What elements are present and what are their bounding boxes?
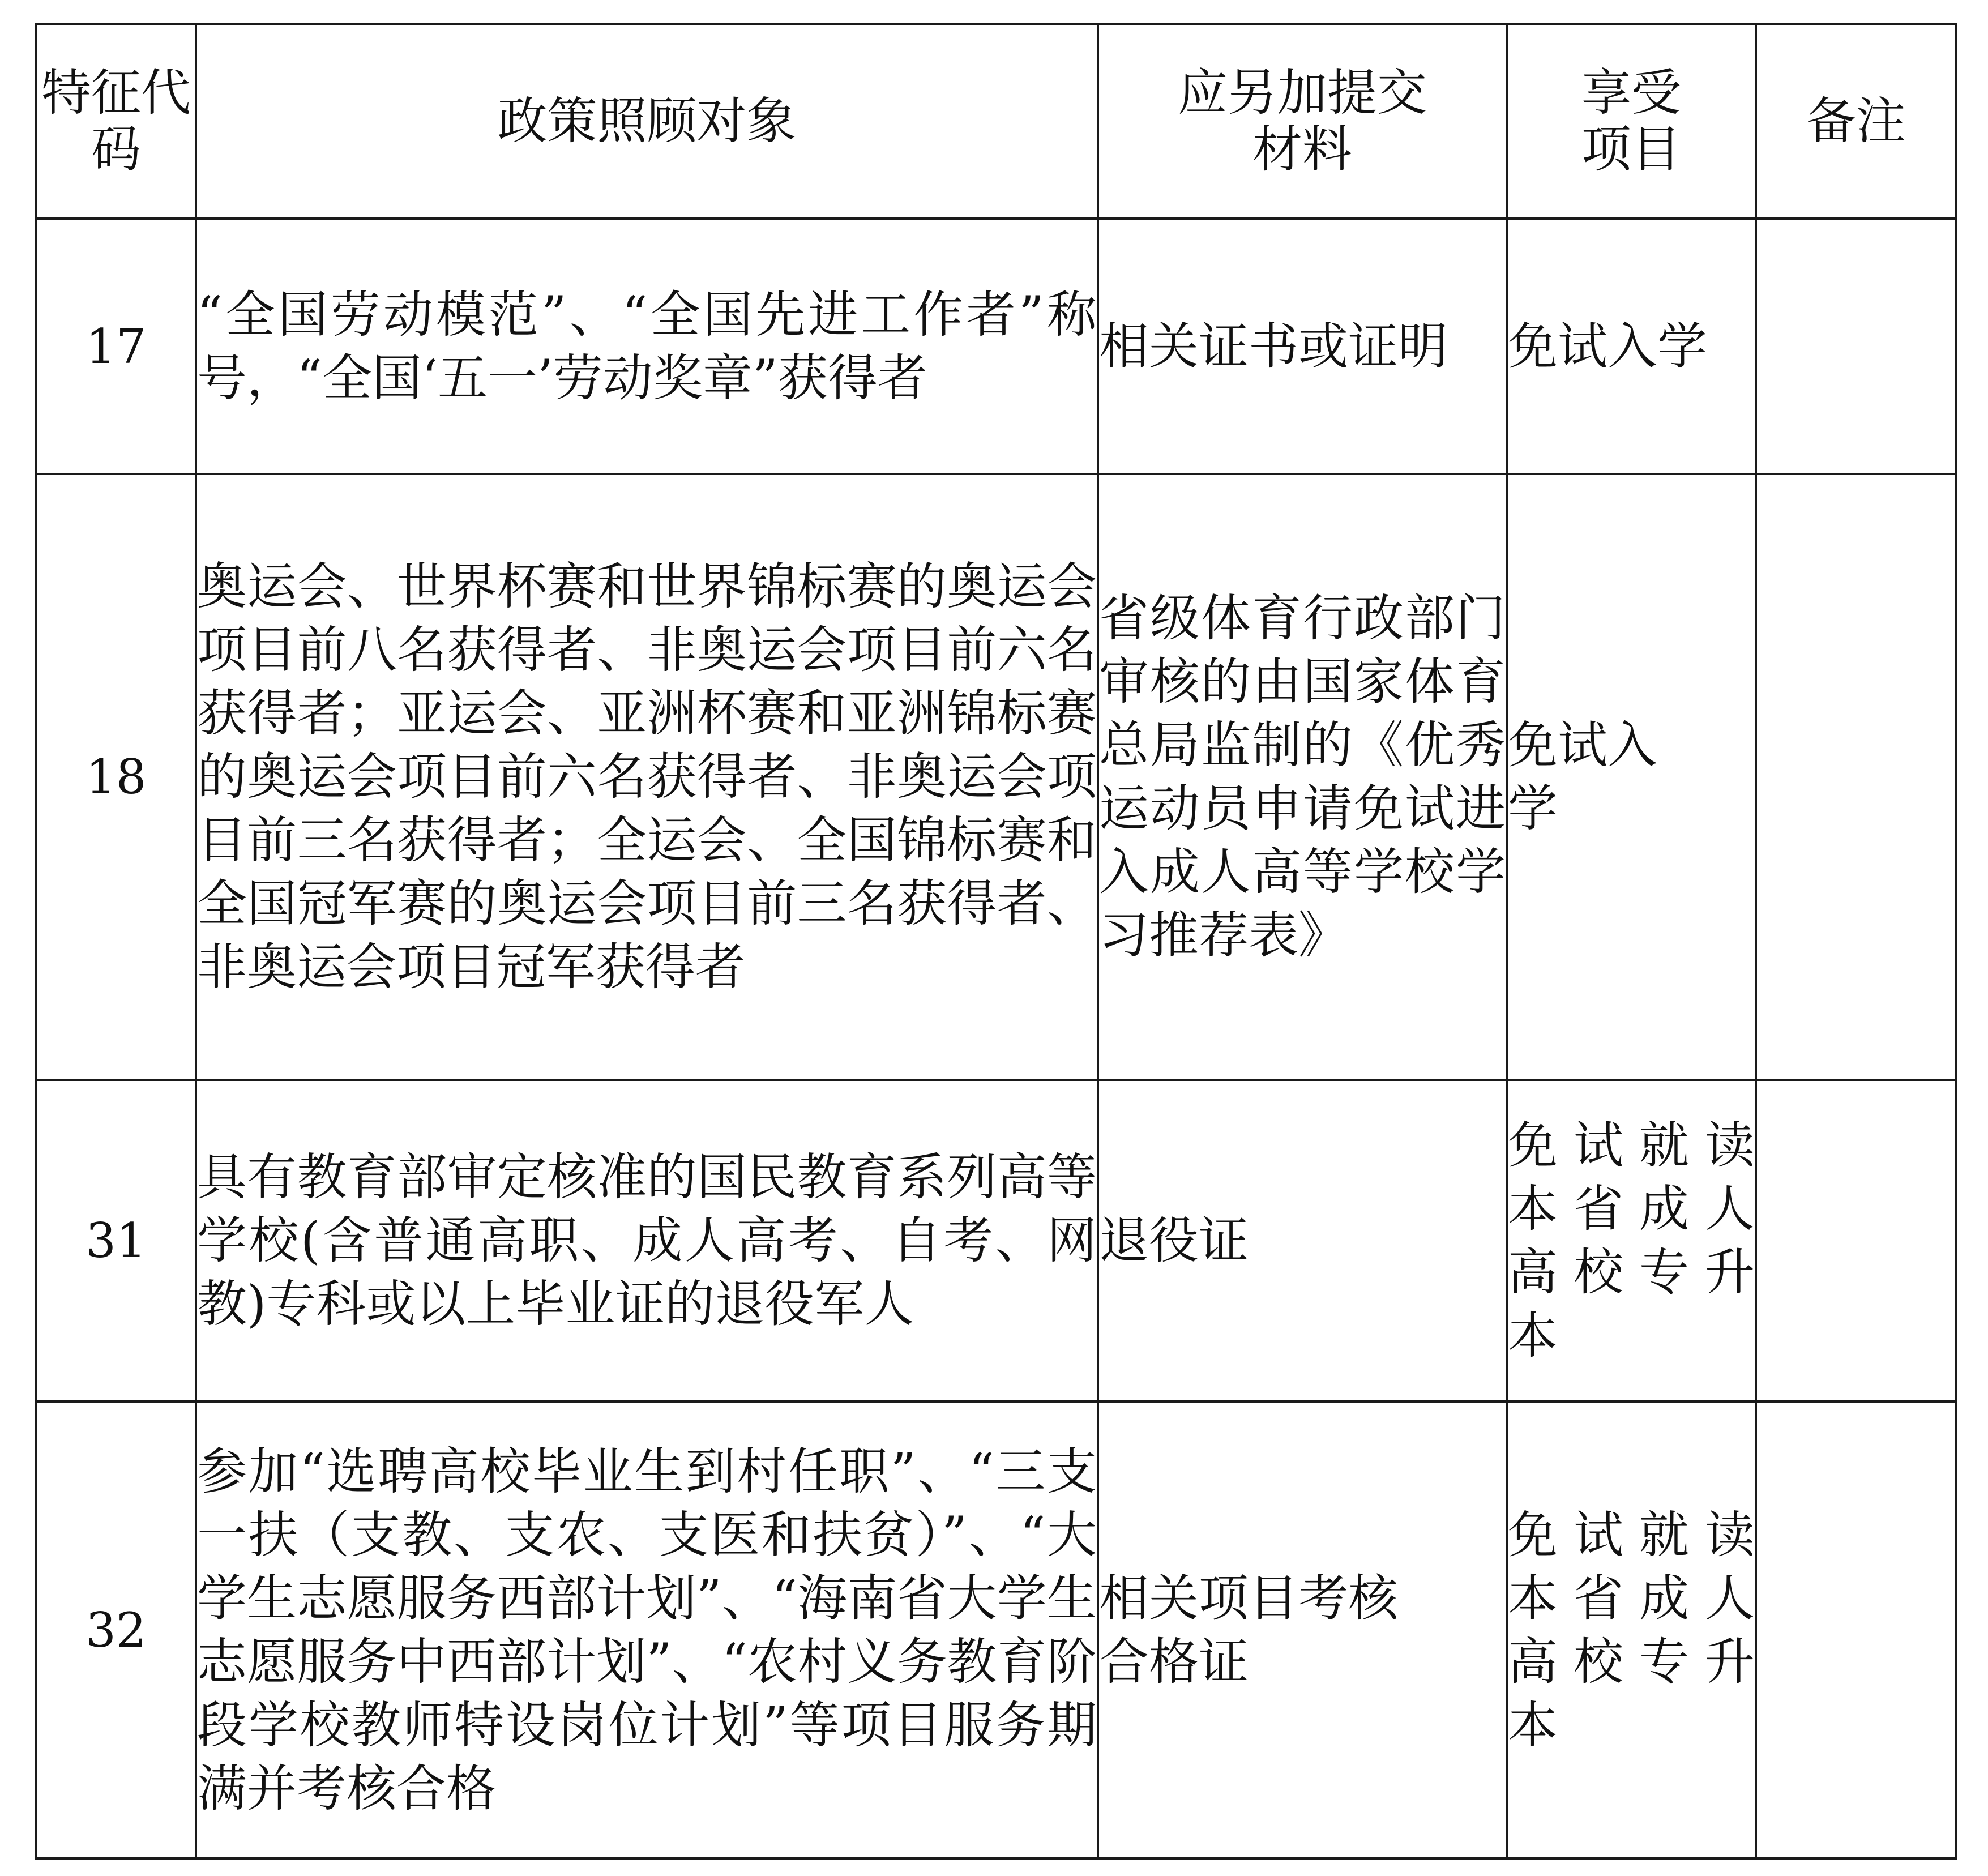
row-remark xyxy=(1756,219,1956,474)
policy-table xyxy=(35,23,1957,1860)
row-remark xyxy=(1756,474,1956,1080)
row-code: 17 xyxy=(36,219,196,474)
header-materials: 应另加提交材料 xyxy=(1098,24,1507,219)
table-row xyxy=(36,1401,1956,1858)
row-materials: 相关证书或证明 xyxy=(1098,219,1507,474)
row-benefit: 免试入学 xyxy=(1507,474,1756,1080)
row-code: 31 xyxy=(36,1080,196,1401)
row-remark xyxy=(1756,1080,1956,1401)
row-benefit: 免试入学 xyxy=(1507,219,1756,474)
row-code: 18 xyxy=(36,474,196,1080)
row-target: 参加“选聘高校毕业生到村任职”、“三支一扶（支教、支农、支医和扶贫）”、“大学生志愿服务西部计划”、“海南省大学生志愿服务中西部计划”、“农村义务教育阶段学校教师特设岗位计划”等项目服务期满并考核合格 xyxy=(196,1401,1098,1858)
row-remark xyxy=(1756,1401,1956,1858)
row-benefit: 免试就读本省成人高校专升本 xyxy=(1507,1080,1756,1401)
table-row xyxy=(36,219,1956,474)
header-remark: 备注 xyxy=(1756,24,1956,219)
table-row xyxy=(36,1080,1956,1401)
row-target: 具有教育部审定核准的国民教育系列高等学校(含普通高职、成人高考、自考、网教)专科或以上毕业证的退役军人 xyxy=(196,1080,1098,1401)
row-code: 32 xyxy=(36,1401,196,1858)
row-benefit: 免试就读本省成人高校专升本 xyxy=(1507,1401,1756,1858)
header-code: 特征代码 xyxy=(36,24,196,219)
header-target: 政策照顾对象 xyxy=(196,24,1098,219)
header-benefit: 享受项目 xyxy=(1507,24,1756,219)
row-materials: 退役证 xyxy=(1098,1080,1507,1401)
header-row xyxy=(36,24,1956,219)
table-row xyxy=(36,474,1956,1080)
row-materials: 省级体育行政部门审核的由国家体育总局监制的《优秀运动员申请免试进入成人高等学校学习推荐表》 xyxy=(1098,474,1507,1080)
row-target: “全国劳动模范”、“全国先进工作者”称号，“全国‘五一’劳动奖章”获得者 xyxy=(196,219,1098,474)
row-target: 奥运会、世界杯赛和世界锦标赛的奥运会项目前八名获得者、非奥运会项目前六名获得者；亚运会、亚洲杯赛和亚洲锦标赛的奥运会项目前六名获得者、非奥运会项目前三名获得者；全运会、全国锦标赛和全国冠军赛的奥运会项目前三名获得者、非奥运会项目冠军获得者 xyxy=(196,474,1098,1080)
row-materials: 相关项目考核合格证 xyxy=(1098,1401,1507,1858)
